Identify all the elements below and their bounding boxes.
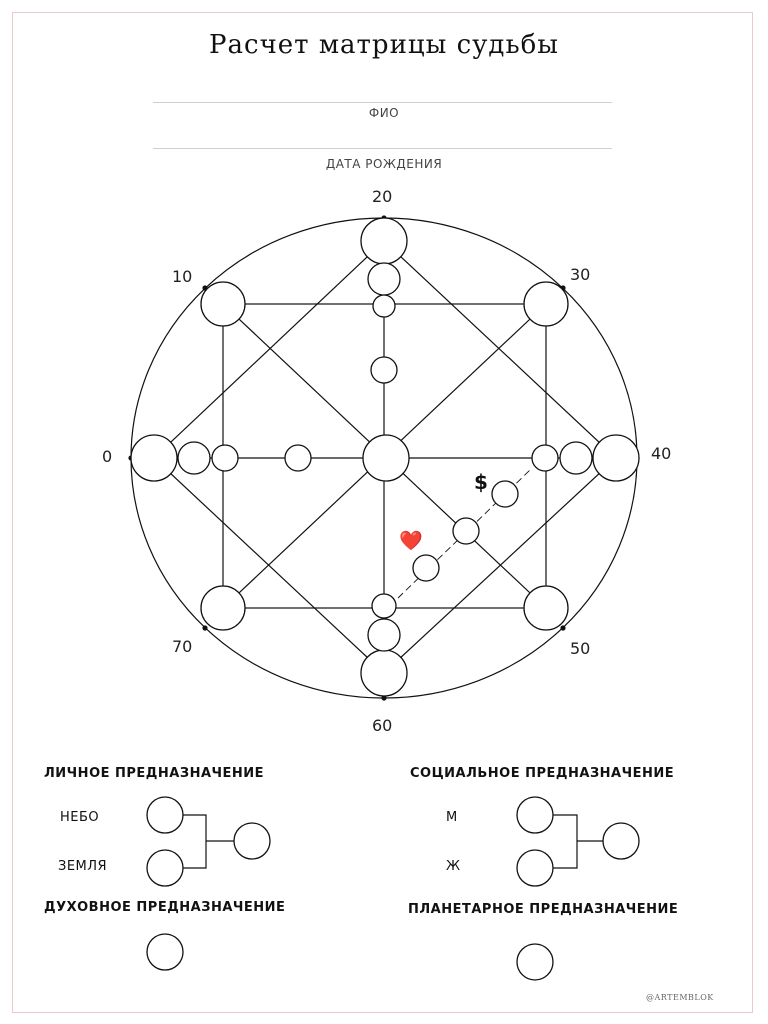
tick-dot-50 xyxy=(560,625,565,630)
social-w-label: Ж xyxy=(446,859,461,874)
planetary-purpose-title: ПЛАНЕТАРНОЕ ПРЕДНАЗНАЧЕНИЕ xyxy=(408,902,679,917)
name-label: ФИО xyxy=(368,106,400,120)
circle-money-love[interactable] xyxy=(453,518,479,544)
circle-top-2[interactable] xyxy=(368,263,400,295)
age-70-label: 70 xyxy=(172,637,193,656)
planetary-circle[interactable] xyxy=(517,944,553,980)
social-m-circle[interactable] xyxy=(517,797,553,833)
personal-bracket xyxy=(183,815,206,868)
circle-top[interactable] xyxy=(361,218,407,264)
personal-sky-label: НЕБО xyxy=(60,810,100,825)
birthdate-label: ДАТА РОЖДЕНИЯ xyxy=(325,157,443,171)
author-credit: @ARTEMBLOK xyxy=(646,993,714,1002)
circle-left-2[interactable] xyxy=(178,442,210,474)
circle-love[interactable] xyxy=(413,555,439,581)
social-bracket xyxy=(553,815,577,868)
personal-result-circle[interactable] xyxy=(234,823,270,859)
circle-right-2[interactable] xyxy=(560,442,592,474)
age-50-label: 50 xyxy=(570,639,591,658)
circle-top-3[interactable] xyxy=(373,295,395,317)
personal-earth-circle[interactable] xyxy=(147,850,183,886)
personal-purpose-title: ЛИЧНОЕ ПРЕДНАЗНАЧЕНИЕ xyxy=(44,766,265,781)
social-result-circle[interactable] xyxy=(603,823,639,859)
circle-bottom-left[interactable] xyxy=(201,586,245,630)
circle-bottom[interactable] xyxy=(361,650,407,696)
circle-bottom-3[interactable] xyxy=(372,594,396,618)
page-title: Расчет матрицы судьбы xyxy=(209,30,559,60)
circle-left-4[interactable] xyxy=(285,445,311,471)
social-purpose-title: СОЦИАЛЬНОЕ ПРЕДНАЗНАЧЕНИЕ xyxy=(410,766,675,781)
personal-sky-circle[interactable] xyxy=(147,797,183,833)
tick-dot-70 xyxy=(202,625,207,630)
spiritual-purpose-title: ДУХОВНОЕ ПРЕДНАЗНАЧЕНИЕ xyxy=(44,900,286,915)
circle-top-4[interactable] xyxy=(371,357,397,383)
circle-left[interactable] xyxy=(131,435,177,481)
money-icon: $ xyxy=(474,470,488,494)
age-0-label: 0 xyxy=(102,447,113,466)
circle-left-3[interactable] xyxy=(212,445,238,471)
age-10-label: 10 xyxy=(172,267,193,286)
age-60-label: 60 xyxy=(372,716,393,735)
personal-earth-label: ЗЕМЛЯ xyxy=(58,859,108,874)
age-40-label: 40 xyxy=(651,444,672,463)
circle-top-right[interactable] xyxy=(524,282,568,326)
circle-right[interactable] xyxy=(593,435,639,481)
circle-bottom-2[interactable] xyxy=(368,619,400,651)
spiritual-circle[interactable] xyxy=(147,934,183,970)
circle-money[interactable] xyxy=(492,481,518,507)
age-20-label: 20 xyxy=(372,187,393,206)
social-w-circle[interactable] xyxy=(517,850,553,886)
circle-bottom-right[interactable] xyxy=(524,586,568,630)
social-m-label: М xyxy=(446,810,458,825)
circle-right-3[interactable] xyxy=(532,445,558,471)
circle-top-left[interactable] xyxy=(201,282,245,326)
heart-icon: ❤️ xyxy=(399,530,423,552)
circle-center[interactable] xyxy=(363,435,409,481)
age-30-label: 30 xyxy=(570,265,591,284)
